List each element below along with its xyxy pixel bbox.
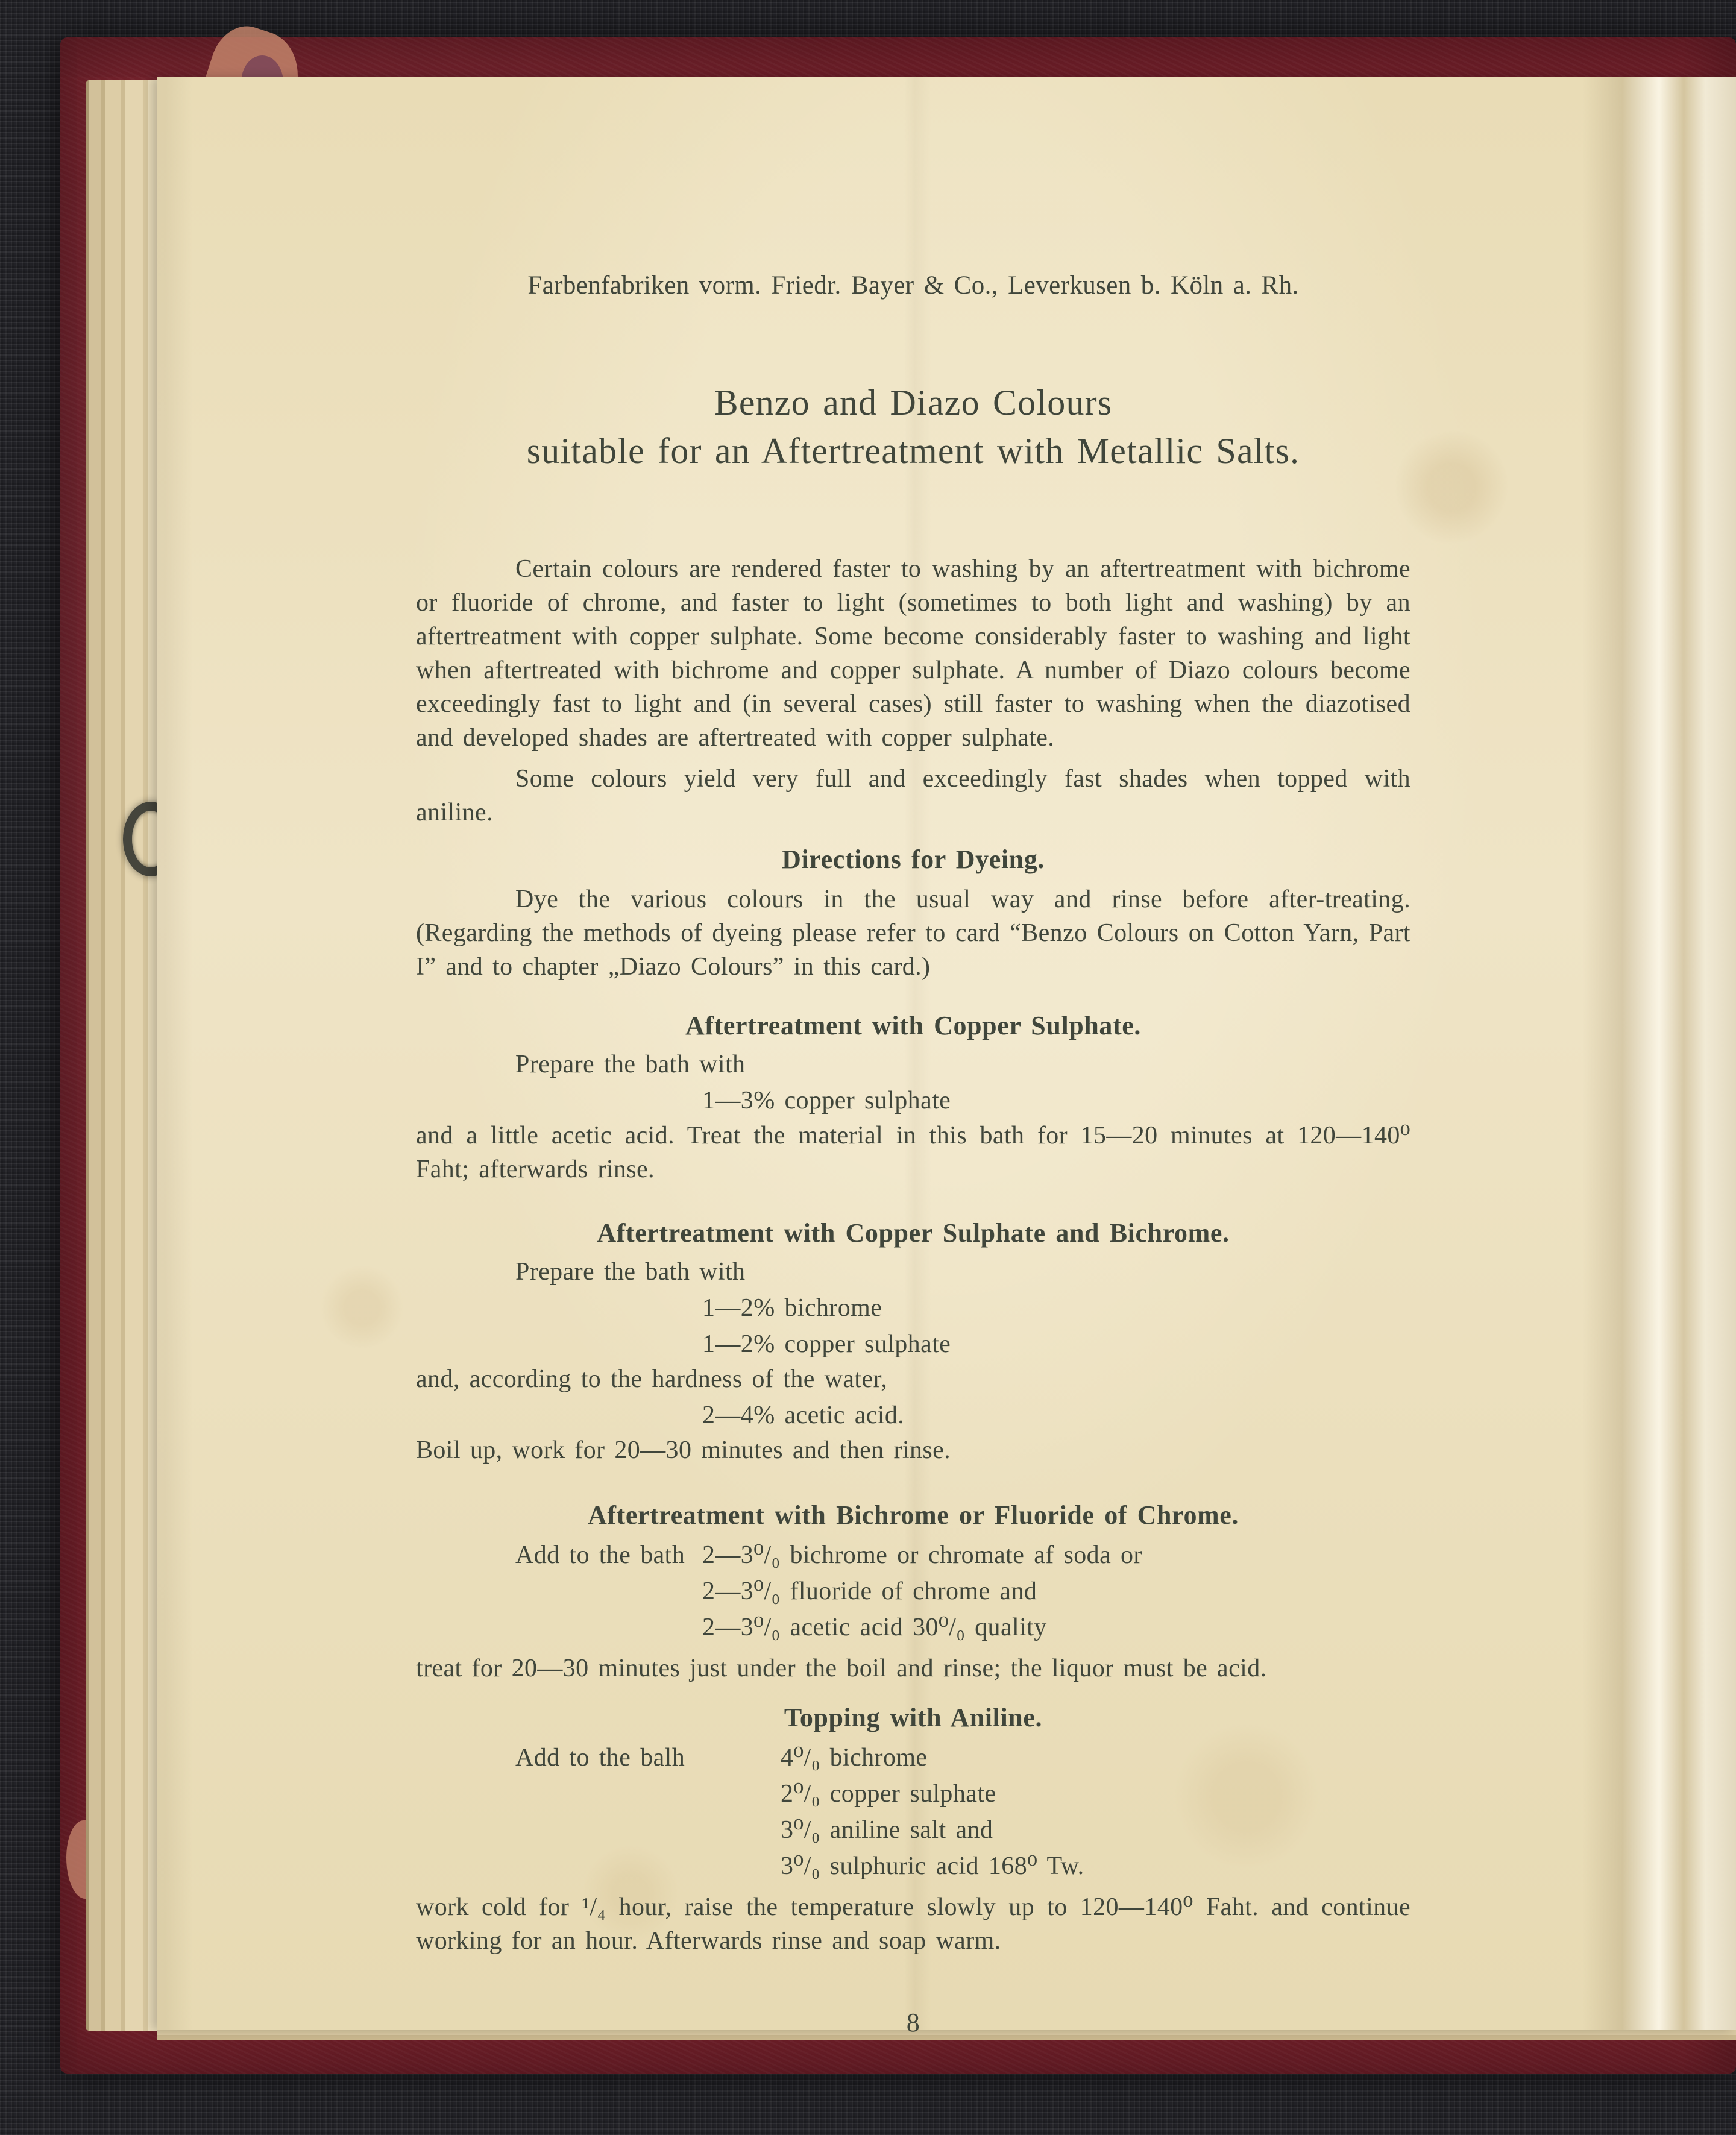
section-heading: Directions for Dyeing.: [782, 844, 1045, 874]
spacer: [416, 1644, 1410, 1650]
page-title-line1: Benzo and Diazo Colours: [714, 383, 1113, 423]
intro-paragraph: Certain colours are rendered faster to washing by an aftertreatment with bichrome or fluoride of chrome, and faster to light (sometimes to both light and washing) by an aftertreatment with copper sulphate. Some become considerably faster to washing and light when aftertreated with bichrome and copper sulphate. A number of Diazo colours become exceedingly fast to light and (in several cases) still faster to washing when the diazotised and developed shades are aftertreated with copper sulphate.: [416, 555, 1410, 752]
recipe-line: 4⁰/₀ bichrome: [781, 1744, 928, 1772]
section-body: work cold for ¹/₄ hour, raise the temperature slowly up to 120—140⁰ Faht. and continue working for an hour. Afterwards rinse and soap warm.: [416, 1893, 1410, 1955]
recipe-line: 2—3⁰/₀ bichrome or chromate af soda or: [702, 1541, 1142, 1569]
letterhead: Farbenfabriken vorm. Friedr. Bayer & Co., Leverkusen b. Köln a. Rh.: [527, 271, 1299, 300]
recipe-line: 2—4% acetic acid.: [702, 1401, 905, 1429]
recipe-line: 1—2% copper sulphate: [702, 1330, 951, 1358]
section-heading: Topping with Aniline.: [784, 1703, 1043, 1732]
recipe-line: 2⁰/₀ copper sulphate: [781, 1780, 996, 1808]
section-heading: Aftertreatment with Copper Sulphate.: [685, 1011, 1141, 1040]
section-heading: Aftertreatment with Bichrome or Fluoride of Chrome.: [587, 1500, 1239, 1530]
section-body: Boil up, work for 20—30 minutes and then rinse.: [416, 1436, 951, 1464]
page-edge-stack: [86, 80, 159, 2031]
book-page: [157, 77, 1736, 2037]
recipe-row: [416, 1741, 1410, 1775]
section-topping-with-aniline: [416, 1701, 1410, 1958]
page-content: [416, 269, 1410, 2040]
section-body: and, according to the hardness of the water,: [416, 1365, 888, 1393]
section-directions-for-dyeing: [416, 843, 1410, 984]
recipe-lead: Add to the balh: [515, 1744, 685, 1772]
section-body: Dye the various colours in the usual way and rinse before after-treating. (Regarding the methods of dyeing please refer to card “Benzo Colours on Cotton Yarn, Part I” and to chapter „Diazo Colours” in this card.): [416, 885, 1410, 981]
section-aftertreatment-copper-sulphate: [416, 1009, 1410, 1186]
page-title: [416, 379, 1410, 475]
recipe-line: 2—3⁰/₀ acetic acid 30⁰/₀ quality: [702, 1614, 1047, 1641]
recipe-line: 2—3⁰/₀ fluoride of chrome and: [702, 1577, 1037, 1605]
spacer: [416, 1883, 1410, 1889]
recipe-row: [416, 1538, 1410, 1572]
book-cover: [60, 37, 1736, 2074]
recipe-line: 1—3% copper sulphate: [702, 1087, 951, 1115]
section-body: and a little acetic acid. Treat the material in this bath for 15—20 minutes at 120—140⁰ Faht; afterwards rinse.: [416, 1122, 1410, 1183]
page-number: 8: [906, 2008, 920, 2037]
section-aftertreatment-copper-sulphate-and-bichrome: [416, 1216, 1410, 1467]
recipe-lead: Prepare the bath with: [515, 1258, 746, 1286]
page-title-line2: suitable for an Aftertreatment with Metallic Salts.: [526, 431, 1300, 471]
section-heading: Aftertreatment with Copper Sulphate and Bichrome.: [597, 1218, 1230, 1248]
recipe-line: 3⁰/₀ aniline salt and: [781, 1816, 993, 1844]
recipe-lead: Prepare the bath with: [515, 1051, 746, 1078]
section-aftertreatment-bichrome-or-fluoride-of-chrome: [416, 1498, 1410, 1685]
recipe-line: 3⁰/₀ sulphuric acid 168⁰ Tw.: [781, 1852, 1084, 1880]
recipe-lead: Add to the bath: [515, 1541, 685, 1569]
recipe-line: 1—2% bichrome: [702, 1294, 882, 1322]
page-fold-crease: [1582, 77, 1736, 2030]
intro-paragraph: Some colours yield very full and exceedingly fast shades when topped with aniline.: [416, 765, 1410, 826]
section-body: treat for 20—30 minutes just under the boil and rinse; the liquor must be acid.: [416, 1655, 1267, 1682]
